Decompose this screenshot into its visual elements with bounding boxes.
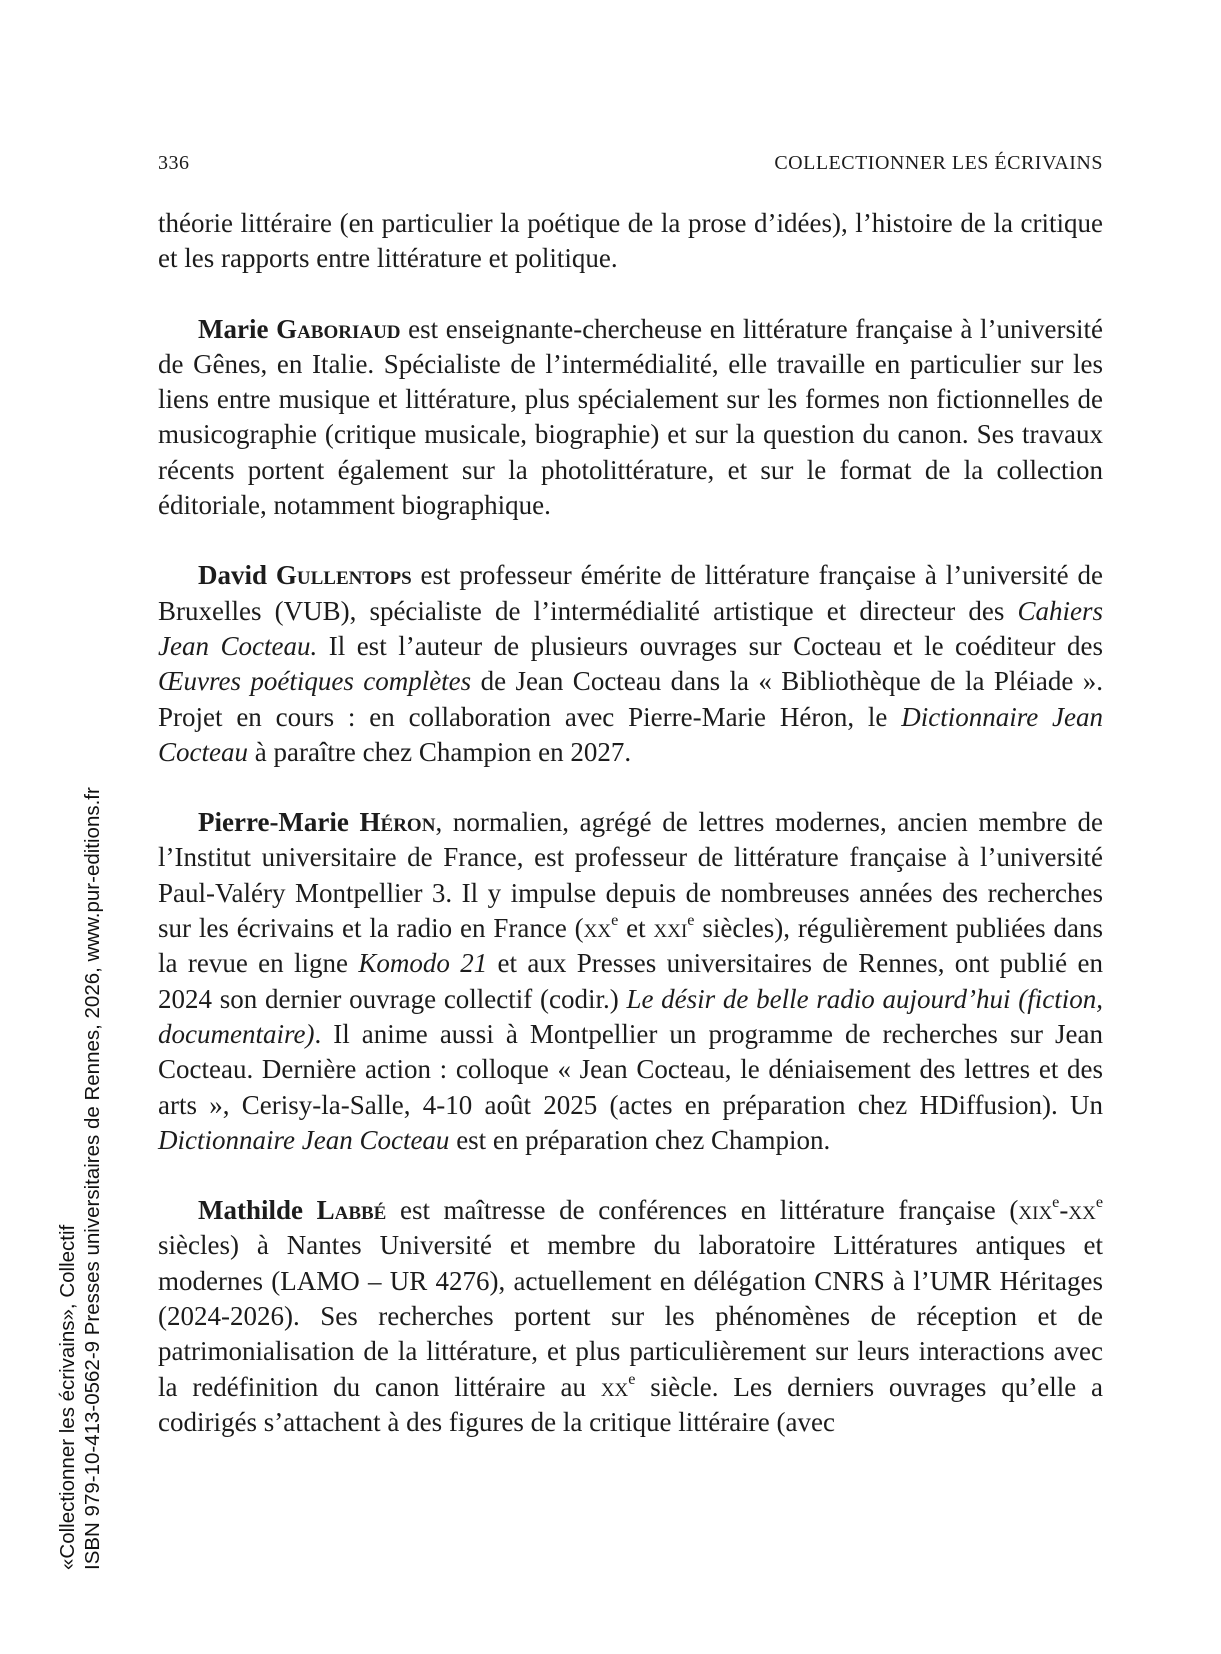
intro-paragraph: théorie littéraire (en particulier la poétique de la prose d’idées), l’histoire de la critique et les rapports entre littérature et politique. — [158, 208, 1103, 274]
last-name: Gaboriaud — [276, 313, 401, 344]
body-text — [158, 206, 1103, 1440]
bio-text: est professeur émérite de littérature française à l’université de Bruxelles (VUB), spécialiste de l’intermédialité artistique et directeur des — [158, 560, 1103, 626]
italic-title: Komodo 21 — [358, 948, 488, 979]
bio-text: et aux Presses universitaires de Rennes, ont publié en 2024 son dernier ouvrage collectif (codir.) — [158, 948, 1103, 1014]
bio-gullentops — [158, 558, 1103, 770]
century-numeral: xx — [583, 913, 612, 944]
superscript: e — [611, 910, 619, 929]
superscript: e — [687, 910, 695, 929]
sidebar-line-2: ISBN 979-10-413-0562-9 Presses universitaires de Rennes, 2026, www.pur-editions.fr — [81, 787, 104, 1570]
bio-gaboriaud — [158, 312, 1103, 524]
first-name: David — [198, 560, 268, 591]
running-title: COLLECTIONNER LES ÉCRIVAINS — [774, 152, 1103, 174]
superscript: e — [1052, 1192, 1060, 1211]
italic-title: Dictionnaire Jean Cocteau — [158, 701, 1104, 767]
last-name: Gullentops — [275, 560, 412, 591]
italic-title: Le désir de belle radio aujourd’hui (fiction, documentaire) — [158, 983, 1103, 1049]
bio-text: et — [618, 913, 654, 944]
bio-text: à paraître chez Champion en 2027. — [247, 736, 632, 767]
bio-labbe — [158, 1193, 1103, 1440]
bio-text: siècles), régulièrement publiées dans la revue en ligne — [158, 913, 1103, 979]
first-name: Pierre-Marie — [198, 807, 349, 838]
bio-text: est maîtresse de conférences en littérature française ( — [386, 1195, 1019, 1226]
bio-heron — [158, 805, 1103, 1158]
italic-title: Dictionnaire Jean Cocteau — [158, 1124, 450, 1155]
century-numeral: xxi — [653, 913, 688, 944]
copyright-sidebar — [55, 787, 105, 1570]
century-numeral: xix — [1018, 1195, 1053, 1226]
last-name: Héron — [359, 807, 436, 838]
italic-title: Œuvres poétiques complètes — [158, 666, 472, 697]
bio-text: siècle. Les derniers ouvrages qu’elle a codirigés s’attachent à des figures de la critique littéraire (avec — [158, 1371, 1103, 1437]
superscript: e — [628, 1369, 636, 1388]
last-name: Labbé — [316, 1195, 387, 1226]
page-number: 336 — [158, 152, 190, 174]
superscript: e — [1095, 1192, 1103, 1211]
running-head — [158, 152, 1103, 175]
bio-text: est en préparation chez Champion. — [449, 1124, 831, 1155]
sidebar-line-1: «Collectionner les écrivains», Collectif — [56, 1224, 79, 1570]
bio-text: . Il anime aussi à Montpellier un programme de recherches sur Jean Cocteau. Dernière action : colloque « Jean Cocteau, le déniaisement des lettres et des arts », Cerisy-la-Salle, 4-10 août 2025 (actes en préparation chez HDiffusion). Un — [158, 1018, 1103, 1120]
first-name: Mathilde — [198, 1195, 303, 1226]
bio-text: siècles) à Nantes Université et membre du laboratoire Littératures antiques et modernes (LAMO – UR 4276), actuellement en délégation CNRS à l’UMR Héritages (2024-2026). Ses recherches portent sur les phénomènes de réception et de patrimonialisation de la littérature, et plus particulièrement sur leurs interactions avec la redéfinition du canon littéraire au — [158, 1230, 1103, 1402]
italic-title: Cahiers Jean Cocteau. — [158, 595, 1103, 661]
bio-text: Il est l’auteur de plusieurs ouvrages sur Cocteau et le coéditeur des — [317, 630, 1103, 661]
century-numeral: xx — [1068, 1195, 1096, 1226]
bio-text: est enseignante-chercheuse en littérature française à l’université de Gênes, en Italie. Spécialiste de l’intermédialité, elle travaille en particulier sur les liens entre musique et littérature, plus spécialement sur les formes non fictionnelles de musicographie (critique musicale, biographie) et sur la question du canon. Ses travaux récents portent également sur la photolittérature, et sur le format de la collection éditoriale, notamment biographique. — [158, 313, 1103, 521]
first-name: Marie — [198, 313, 269, 344]
bio-text: - — [1059, 1195, 1069, 1226]
bio-text: de Jean Cocteau dans la « Bibliothèque de la Pléiade ». Projet en cours : en collaboration avec Pierre-Marie Héron, le — [158, 666, 1104, 732]
bio-text: , normalien, agrégé de lettres modernes, ancien membre de l’Institut universitaire de France, est professeur de littérature française à l’université Paul-Valéry Montpellier 3. Il y impulse depuis de nombreuses années des recherches sur les écrivains et la radio en France ( — [158, 807, 1103, 944]
century-numeral: xx — [600, 1371, 629, 1402]
